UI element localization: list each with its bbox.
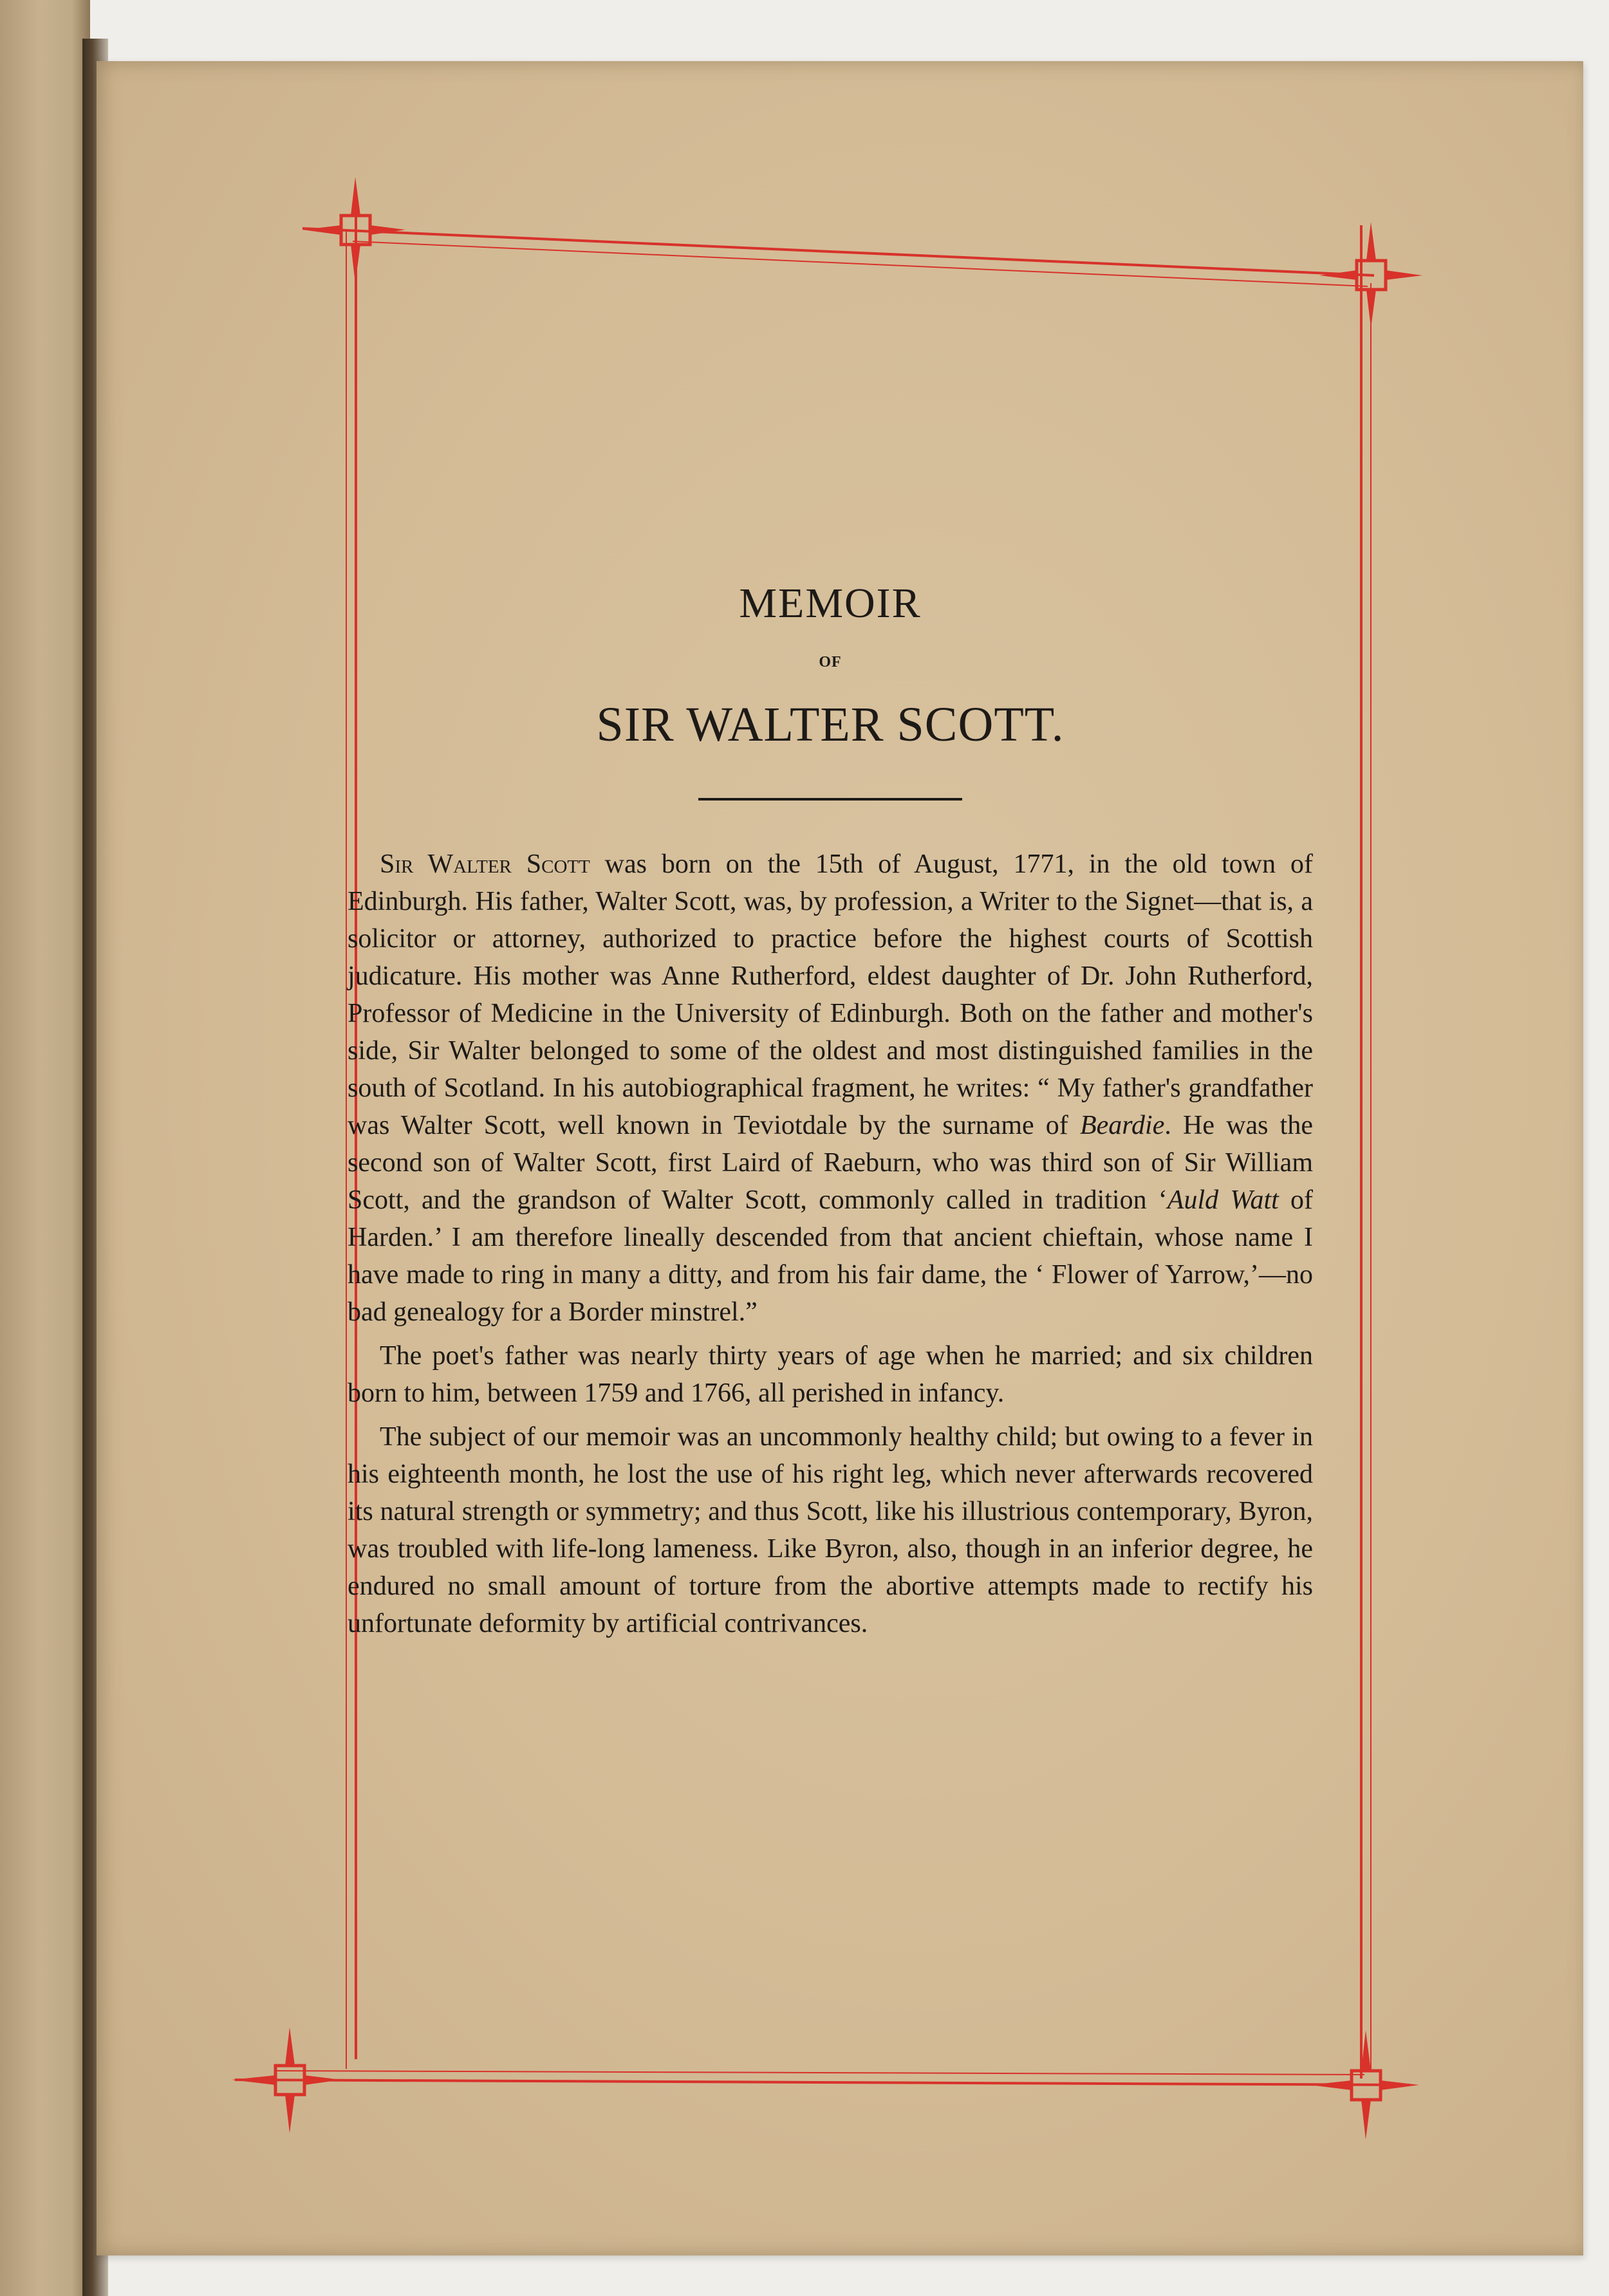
paragraph-2: The poet's father was nearly thirty years of age when he married; and six children born to him, between 1759 and 1766, all perished in infancy. xyxy=(348,1341,1313,1408)
paragraph-1 xyxy=(348,846,1313,1331)
italic-auld-watt: Auld Watt xyxy=(1167,1185,1279,1215)
memoir-text-block xyxy=(348,579,1313,1649)
lead-name: Sir Walter Scott xyxy=(380,849,590,879)
paragraph-1-text-a: was born on the 15th of August, 1771, in the old town of Edinburgh. His father, Walter Scott, was, by profession, a Writer to the Signet—that is, a solicitor or attorney, authorized to practice before the highest courts of Scottish judicature. His mother was Anne Rutherford, eldest daughter of Dr. John Rutherford, Professor of Medicine in the University of Edinburgh. Both on the father and mother's side, Sir Walter belonged to some of the oldest and most distinguished families in the south of Scotland. In his autobiographical fragment, he writes: “ My father's grandfather was Walter Scott, well known in Teviotdale by the surname of xyxy=(348,849,1313,1140)
title-of: OF xyxy=(819,654,842,671)
paragraph-1-text-b: . He was the second son of Walter Scott, first Laird of Raeburn, who was third son of Sir William Scott, and the grandson of Walter Scott, commonly called in tradition ‘ xyxy=(348,1111,1313,1215)
paragraph-1-text-c: of Harden.’ I am therefore lineally descended from that ancient chieftain, whose name I have made to ring in many a ditty, and from his fair dame, the ‘ Flower of Yarrow,’—no bad genealogy for a Border minstrel.” xyxy=(348,1185,1313,1327)
italic-beardie: Beardie xyxy=(1079,1111,1165,1140)
memoir-subtitle: SIR WALTER SCOTT. xyxy=(596,698,1065,752)
memoir-title: MEMOIR xyxy=(739,580,922,627)
paragraph-3: The subject of our memoir was an uncommonly healthy child; but owing to a fever in his eighteenth month, he lost the use of his right leg, which never afterwards recovered its natural strength or symmetry; and thus Scott, like his illustrious contemporary, Byron, was troubled with life-long lameness. Like Byron, also, though in an inferior degree, he endured no small amount of torture from the abortive attempts made to rectify his unfortunate deformity by artificial contrivances. xyxy=(348,1422,1313,1638)
title-rule xyxy=(698,798,962,801)
